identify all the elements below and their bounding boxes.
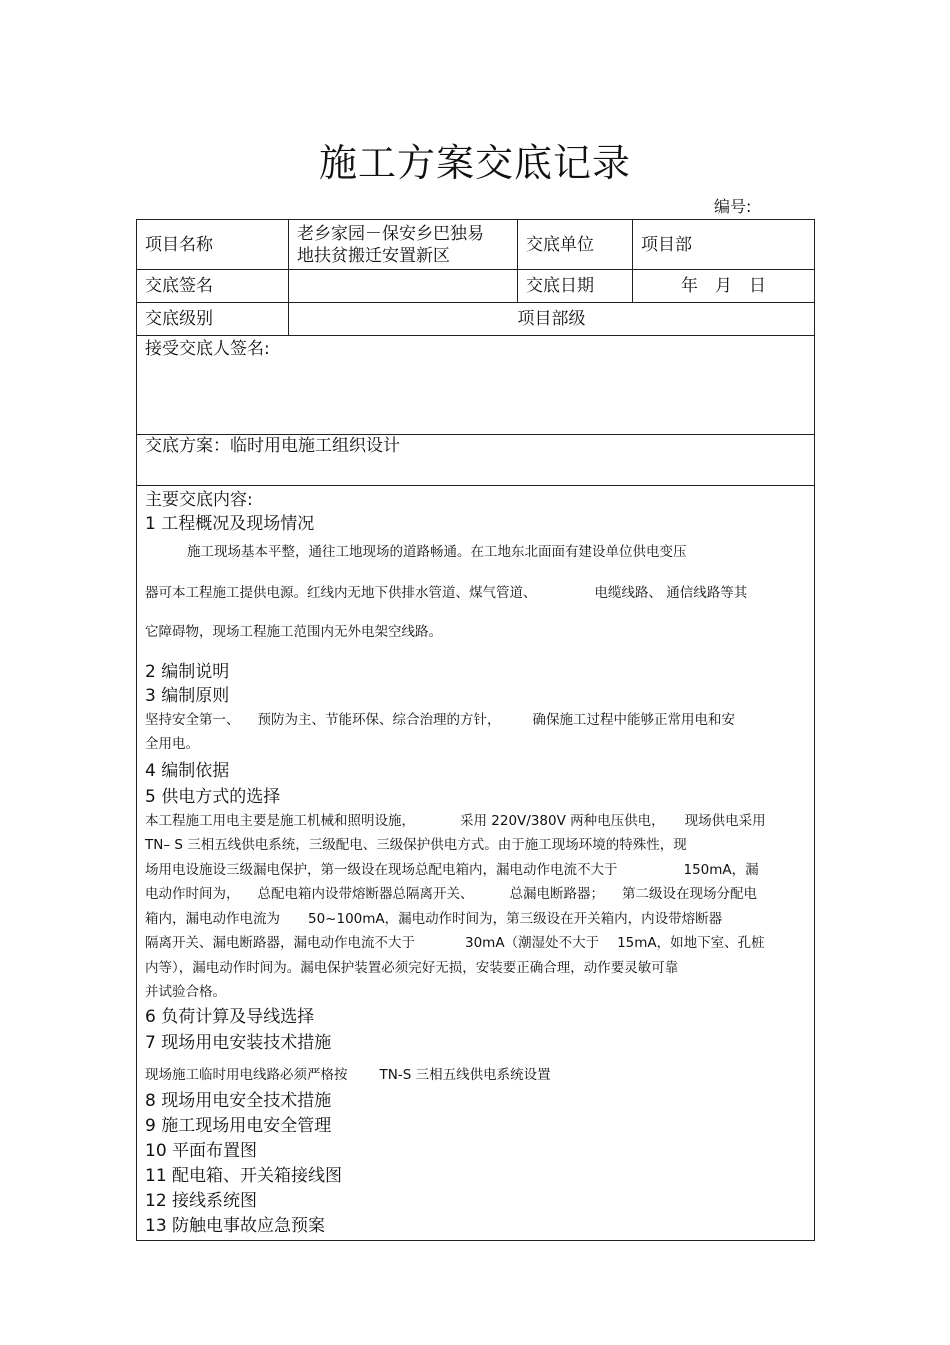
section-1-para-3: 它障碍物，现场工程施工范围内无外电架空线路。 [145, 624, 442, 640]
section-7-para-1 [145, 1063, 806, 1088]
section-1-para-2 [145, 581, 806, 606]
date-value[interactable]: 年 月 日 [633, 270, 815, 303]
section-3-para-1 [145, 708, 806, 733]
section-4-heading: 4 编制依据 [145, 760, 230, 781]
sign-value[interactable] [289, 270, 518, 303]
section-5-line-7: 内等），漏电动作时间为。漏电保护装置必须完好无损，安装要正确合理，动作要灵敏可靠 [145, 959, 679, 976]
section-5-line-5-b: 50~100mA，漏电动作时间为，第三级设在开关箱内，内设带熔断器 [308, 910, 723, 927]
section-3-para-1-b: 预防为主、节能环保、综合治理的方针， [257, 711, 501, 728]
section-7-para-1-a: 现场施工临时用电线路必须严格按 [145, 1066, 348, 1083]
level-label: 交底级别 [137, 303, 289, 336]
section-13-heading: 13 防触电事故应急预案 [145, 1216, 326, 1236]
section-1-para-1: 施工现场基本平整，通往工地现场的道路畅通。在工地东北面面有建设单位供电变压 [187, 544, 687, 560]
section-5-line-3 [145, 858, 806, 883]
section-1-para-2-b: 电缆线路、 通信线路等其 [594, 584, 748, 601]
sign-label: 交底签名 [137, 270, 289, 303]
section-5-line-6-b: 30mA（潮湿处不大于 [465, 935, 600, 951]
section-5-line-1-a: 本工程施工用电主要是施工机械和照明设施， [145, 812, 415, 829]
document-title: 施工方案交底记录 [318, 141, 631, 185]
section-1-para-2-a: 器可本工程施工提供电源。红线内无地下供排水管道、煤气管道、 [145, 584, 537, 601]
row-level [137, 303, 815, 336]
section-5-line-2: TN– S 三相五线供电系统，三级配电、三级保护供电方式。由于施工现场环境的特殊性，现 [145, 837, 687, 853]
section-5-line-1 [145, 809, 806, 834]
section-9-heading: 9 施工现场用电安全管理 [145, 1116, 332, 1136]
section-6-heading: 6 负荷计算及导线选择 [145, 1006, 315, 1027]
section-1-heading: 1 工程概况及现场情况 [145, 514, 315, 534]
section-2-heading: 2 编制说明 [145, 661, 230, 682]
section-7-heading: 7 现场用电安装技术措施 [145, 1032, 332, 1053]
section-5-line-3-b: 150mA，漏 [683, 861, 759, 878]
project-name-line-1: 老乡家园－保安乡巴独易 [297, 223, 484, 244]
level-value[interactable]: 项目部级 [289, 303, 815, 336]
section-3-para-1-a: 坚持安全第一、 [145, 711, 240, 728]
section-5-line-8: 并试验合格。 [145, 984, 226, 1000]
section-5-line-4-a: 电动作时间为， [145, 886, 240, 902]
section-5-line-6-c: 15mA，如地下室、孔桩 [617, 935, 765, 951]
row-project [137, 220, 815, 270]
section-11-heading: 11 配电箱、开关箱接线图 [145, 1166, 343, 1186]
row-receiver [137, 336, 815, 435]
project-name-value[interactable] [289, 220, 518, 270]
row-plan [137, 435, 815, 486]
section-3-heading: 3 编制原则 [145, 685, 230, 706]
section-3-para-1-c: 确保施工过程中能够正常用电和安 [532, 711, 735, 728]
section-10-heading: 10 平面布置图 [145, 1141, 258, 1161]
section-8-heading: 8 现场用电安全技术措施 [145, 1091, 332, 1111]
section-3-para-2: 全用电。 [145, 736, 199, 752]
date-label: 交底日期 [518, 270, 633, 303]
receiver-signature-field[interactable]: 接受交底人签名: [137, 336, 815, 435]
row-sign [137, 270, 815, 303]
section-5-line-3-a: 场用电设施设三级漏电保护，第一级设在现场总配电箱内，漏电动作电流不大于 [145, 861, 618, 878]
main-content [137, 486, 815, 1241]
section-5-line-1-c: 现场供电采用 [684, 812, 766, 829]
section-5-line-4 [145, 882, 806, 907]
unit-label: 交底单位 [518, 220, 633, 270]
row-content [137, 486, 815, 1241]
section-5-line-5 [145, 907, 806, 932]
project-name-line-2: 地扶贫搬迁安置新区 [297, 245, 450, 266]
section-5-line-6 [145, 931, 806, 956]
section-12-heading: 12 接线系统图 [145, 1191, 258, 1211]
plan-title: 交底方案：临时用电施工组织设计 [137, 435, 815, 486]
content-heading: 主要交底内容: [145, 490, 253, 510]
section-5-line-4-d: 第二级设在现场分配电 [622, 886, 757, 902]
project-name-label: 项目名称 [137, 220, 289, 270]
section-7-para-1-b: TN-S 三相五线供电系统设置 [379, 1066, 551, 1083]
section-5-line-1-b: 采用 220V/380V 两种电压供电， [460, 812, 665, 829]
doc-number-label: 编号: [714, 197, 752, 216]
disclosure-table [136, 219, 815, 1241]
section-5-line-4-b: 总配电箱内设带熔断器总隔离开关、 [257, 886, 474, 902]
unit-value[interactable]: 项目部 [633, 220, 815, 270]
section-5-line-6-a: 隔离开关、漏电断路器，漏电动作电流不大于 [145, 935, 415, 951]
section-5-line-4-c: 总漏电断路器； [509, 886, 604, 902]
section-5-heading: 5 供电方式的选择 [145, 786, 281, 807]
section-5-line-5-a: 箱内，漏电动作电流为 [145, 910, 280, 927]
